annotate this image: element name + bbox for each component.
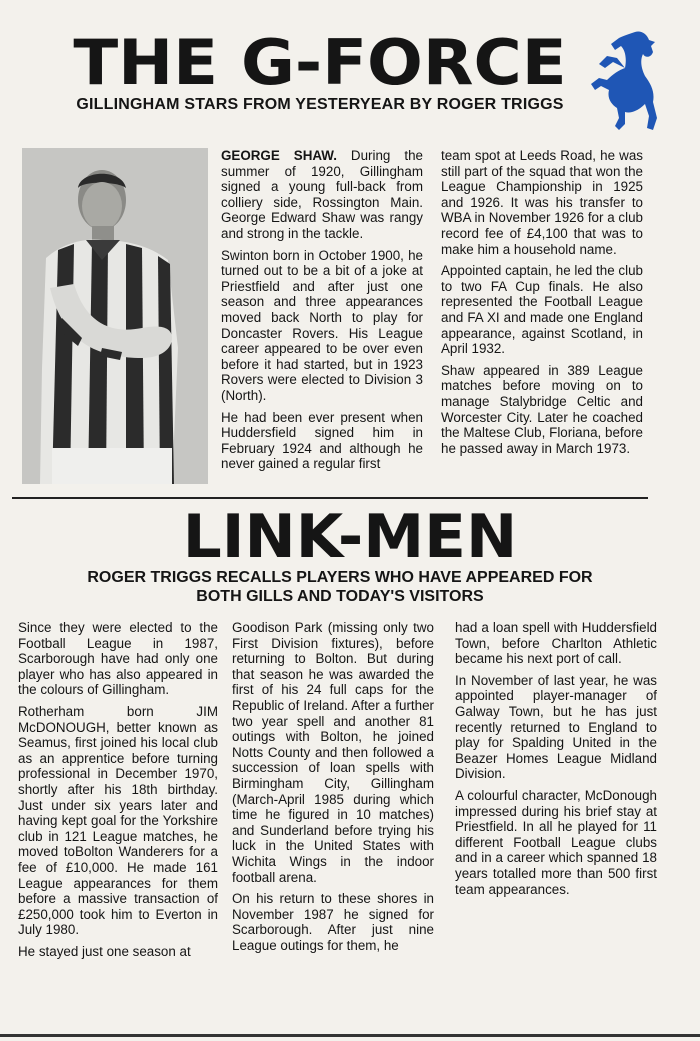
article2-paragraph: A colourful character, McDonough impressed during his brief stay at Priestfield. In all he played for 11 different Football League clubs and in a career which spanned 18 years totalled more than 500 first team appearances. — [455, 787, 657, 897]
article2-paragraph: On his return to these shores in November 1987 he signed for Scarborough. After just nine League outings for them, he — [232, 891, 434, 953]
article2-column-1 — [18, 620, 218, 965]
article2-paragraph: had a loan spell with Huddersfield Town, before Charlton Athletic became his next port of call. — [455, 620, 657, 667]
player-photo — [22, 148, 208, 484]
article2-paragraph: In November of last year, he was appointed player-manager of Galway Town, but he has just recently returned to England to play for Spalding United in the Beazer Homes League Midland Division. — [455, 672, 657, 782]
lead-name: GEORGE SHAW. — [221, 148, 337, 163]
article1-paragraph: Appointed captain, he led the club to two FA Cup finals. He also represented the Football League and FA XI and made one England appearance, against Scotland, in April 1932. — [441, 263, 643, 357]
article2-column-2 — [232, 620, 434, 959]
article1-paragraph: Swinton born in October 1900, he turned out to be a bit of a joke at Priestfield and after just one season and three appearances moved back North to play for Doncaster Rovers. His League career appeared to be over even before it had started, but in 1923 Rovers were elected to Division 3 (North). — [221, 247, 423, 403]
link-men-subtitle: ROGER TRIGGS RECALLS PLAYERS WHO HAVE APPEARED FOR BOTH GILLS AND TODAY'S VISITORS — [87, 569, 593, 605]
article2-paragraph: Goodison Park (missing only two First Division fixtures), before returning to Bolton. But during that season he was awarded the first of his 24 full caps for the Republic of Ireland. After a further two year spell and another 81 outings with Bolton, he joined Notts County and then followed a succession of loan spells with Birmingham City, Gillingham (March-April 1985 during which time he figured in 10 matches) and Sunderland before trying his luck in the United States with Wichita Wings in the indoor football arena. — [232, 620, 434, 885]
g-force-subtitle: GILLINGHAM STARS FROM YESTERYEAR BY ROGER TRIGGS — [76, 96, 564, 113]
prancing-horse-icon — [585, 28, 665, 133]
bottom-rule — [0, 1034, 700, 1037]
article1-paragraph: team spot at Leeds Road, he was still part of the squad that won the League Championship in 1925 and 1926. It was his transfer to WBA in November 1926 for a club record fee of £4,100 that was to make him a household name. — [441, 148, 643, 257]
article2-column-3 — [455, 620, 657, 903]
article1-paragraph: Shaw appeared in 389 League matches before moving on to manage Stalybridge Celtic and Worcester City. Later he coached the Maltese Club, Floriana, before he passed away in March 1973. — [441, 362, 643, 456]
article1-paragraph: He had been ever present when Huddersfield signed him in February 1924 and although he never gained a regular first — [221, 409, 423, 472]
article2-paragraph: Since they were elected to the Football League in 1987, Scarborough have had only one player who has also appeared in the colours of Gillingham. — [18, 620, 218, 698]
article2-paragraph: Rotherham born JIM McDONOUGH, better known as Seamus, first joined his local club as an apprentice before turning professional in December 1970, shortly after his 18th birthday. Just under six years later and having kept goal for the Yorkshire club in 121 League matches, he moved toBolton Wanderers for a fee of £10,000. He made 161 League appearances for them before a massive transaction of £250,000 took him to Everton in July 1980. — [18, 703, 218, 938]
article1-column-2 — [441, 148, 643, 462]
article1-paragraph: GEORGE SHAW. During the summer of 1920, Gillingham signed a young full-back from colliery side, Rossington Main. George Edward Shaw was rangy and strong in the tackle. — [221, 148, 423, 241]
article1-column-1 — [221, 148, 423, 478]
g-force-title: THE G-FORCE — [73, 26, 567, 99]
article2-paragraph: He stayed just one season at — [18, 943, 191, 959]
section-divider — [12, 497, 648, 499]
link-men-title: LINK-MEN — [182, 502, 518, 572]
